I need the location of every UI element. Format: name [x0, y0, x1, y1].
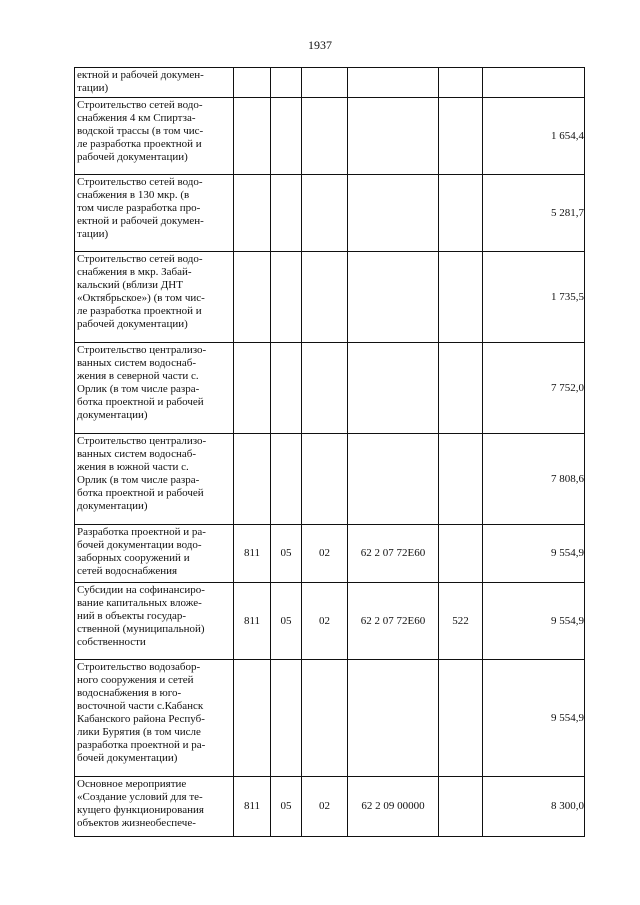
- section-code-cell: [271, 343, 302, 434]
- description-line: «Создание условий для те-: [77, 791, 203, 803]
- amount-cell: 1 735,5: [483, 252, 585, 343]
- description-line: Субсидии на софинансиро-: [77, 584, 205, 596]
- table-row: [75, 175, 585, 252]
- description-line: «Октябрьское») (в том чис-: [77, 292, 205, 304]
- description-line: Орлик (в том числе разра-: [77, 383, 200, 395]
- description-line: водоснабжения в юго-: [77, 687, 182, 699]
- description-line: ле разработка проектной и: [77, 305, 202, 317]
- description-line: том числе разработка про-: [77, 202, 201, 214]
- subsection-code-cell: [302, 68, 348, 98]
- table-row: [75, 434, 585, 525]
- description-line: снабжения в 130 мкр. (в: [77, 189, 190, 201]
- amount-cell: 9 554,9: [483, 583, 585, 660]
- description-line: снабжения 4 км Спиртза-: [77, 112, 196, 124]
- subsection-code-cell: 02: [302, 525, 348, 583]
- description-line: ний в объекты государ-: [77, 610, 187, 622]
- description-line: бочей документации): [77, 752, 178, 764]
- ministry-code-cell: 811: [234, 525, 271, 583]
- target-article-cell: [348, 98, 439, 175]
- table-row: [75, 583, 585, 660]
- description-line: сетей водоснабжения: [77, 565, 178, 577]
- description-line: вание капитальных вложе-: [77, 597, 202, 609]
- row-description: [75, 68, 234, 98]
- row-description: [75, 175, 234, 252]
- expense-type-cell: [439, 68, 483, 98]
- budget-table-body: [75, 68, 585, 837]
- description-line: жения в северной части с.: [77, 370, 199, 382]
- expense-type-cell: [439, 175, 483, 252]
- subsection-code-cell: [302, 343, 348, 434]
- description-line: тации): [77, 228, 109, 240]
- description-line: Строительство сетей водо-: [77, 99, 203, 111]
- expense-type-cell: [439, 98, 483, 175]
- section-code-cell: [271, 252, 302, 343]
- description-line: кальский (вблизи ДНТ: [77, 279, 183, 291]
- description-line: ботка проектной и рабочей: [77, 396, 204, 408]
- description-line: ственной (муниципальной): [77, 623, 205, 635]
- subsection-code-cell: [302, 660, 348, 777]
- description-line: тации): [77, 82, 109, 94]
- row-description: [75, 98, 234, 175]
- description-line: Орлик (в том числе разра-: [77, 474, 200, 486]
- description-line: Основное мероприятие: [77, 778, 187, 790]
- section-code-cell: [271, 434, 302, 525]
- section-code-cell: [271, 660, 302, 777]
- description-line: бочей документации водо-: [77, 539, 202, 551]
- description-line: ванных систем водоснаб-: [77, 357, 196, 369]
- section-code-cell: [271, 98, 302, 175]
- expense-type-cell: 522: [439, 583, 483, 660]
- row-description: [75, 434, 234, 525]
- description-line: ектной и рабочей докумен-: [77, 69, 204, 81]
- description-line: жения в южной части с.: [77, 461, 189, 473]
- section-code-cell: 05: [271, 583, 302, 660]
- subsection-code-cell: [302, 252, 348, 343]
- description-line: водской трассы (в том чис-: [77, 125, 204, 137]
- target-article-cell: [348, 68, 439, 98]
- amount-cell: 9 554,9: [483, 525, 585, 583]
- ministry-code-cell: 811: [234, 777, 271, 837]
- description-line: Строительство централизо-: [77, 344, 207, 356]
- description-line: ванных систем водоснаб-: [77, 448, 196, 460]
- description-line: Кабанского района Респуб-: [77, 713, 205, 725]
- row-description: [75, 777, 234, 837]
- description-line: собственности: [77, 636, 146, 648]
- row-description: [75, 583, 234, 660]
- description-line: документации): [77, 409, 148, 421]
- description-line: рабочей документации): [77, 151, 188, 163]
- row-description: [75, 660, 234, 777]
- row-description: [75, 525, 234, 583]
- subsection-code-cell: 02: [302, 777, 348, 837]
- amount-cell: 7 808,6: [483, 434, 585, 525]
- target-article-cell: [348, 343, 439, 434]
- amount-cell: [483, 68, 585, 98]
- target-article-cell: [348, 660, 439, 777]
- expense-type-cell: [439, 252, 483, 343]
- description-line: Строительство водозабор-: [77, 661, 201, 673]
- page-number: 1937: [308, 38, 332, 52]
- amount-cell: 5 281,7: [483, 175, 585, 252]
- amount-cell: 9 554,9: [483, 660, 585, 777]
- description-line: Строительство сетей водо-: [77, 176, 203, 188]
- description-line: Строительство централизо-: [77, 435, 207, 447]
- description-line: документации): [77, 500, 148, 512]
- expense-type-cell: [439, 777, 483, 837]
- description-line: лики Бурятия (в том числе: [77, 726, 201, 738]
- expense-type-cell: [439, 434, 483, 525]
- target-article-cell: 62 2 07 72Е60: [348, 583, 439, 660]
- description-line: рабочей документации): [77, 318, 188, 330]
- table-row: [75, 343, 585, 434]
- target-article-cell: [348, 434, 439, 525]
- table-row: [75, 98, 585, 175]
- table-row: [75, 777, 585, 837]
- description-line: ле разработка проектной и: [77, 138, 202, 150]
- section-code-cell: 05: [271, 777, 302, 837]
- amount-cell: 7 752,0: [483, 343, 585, 434]
- description-line: восточной части с.Кабанск: [77, 700, 204, 712]
- ministry-code-cell: [234, 343, 271, 434]
- description-line: разработка проектной и ра-: [77, 739, 206, 751]
- description-line: объектов жизнеобеспече-: [77, 817, 196, 829]
- amount-cell: 1 654,4: [483, 98, 585, 175]
- expense-type-cell: [439, 660, 483, 777]
- table-row: [75, 252, 585, 343]
- ministry-code-cell: [234, 252, 271, 343]
- subsection-code-cell: 02: [302, 583, 348, 660]
- section-code-cell: 05: [271, 525, 302, 583]
- description-line: ного сооружения и сетей: [77, 674, 194, 686]
- row-description: [75, 252, 234, 343]
- expense-type-cell: [439, 525, 483, 583]
- amount-cell: 8 300,0: [483, 777, 585, 837]
- description-line: ботка проектной и рабочей: [77, 487, 204, 499]
- ministry-code-cell: [234, 98, 271, 175]
- row-description: [75, 343, 234, 434]
- table-row: [75, 68, 585, 98]
- description-line: кущего функционирования: [77, 804, 204, 816]
- target-article-cell: 62 2 09 00000: [348, 777, 439, 837]
- ministry-code-cell: [234, 660, 271, 777]
- table-row: [75, 525, 585, 583]
- ministry-code-cell: [234, 175, 271, 252]
- ministry-code-cell: [234, 434, 271, 525]
- section-code-cell: [271, 68, 302, 98]
- target-article-cell: [348, 175, 439, 252]
- table-row: [75, 660, 585, 777]
- description-line: Разработка проектной и ра-: [77, 526, 206, 538]
- ministry-code-cell: 811: [234, 583, 271, 660]
- target-article-cell: [348, 252, 439, 343]
- budget-table: [74, 67, 585, 837]
- subsection-code-cell: [302, 98, 348, 175]
- description-line: снабжения в мкр. Забай-: [77, 266, 192, 278]
- target-article-cell: 62 2 07 72Е60: [348, 525, 439, 583]
- section-code-cell: [271, 175, 302, 252]
- description-line: Строительство сетей водо-: [77, 253, 203, 265]
- subsection-code-cell: [302, 175, 348, 252]
- description-line: ектной и рабочей докумен-: [77, 215, 204, 227]
- ministry-code-cell: [234, 68, 271, 98]
- expense-type-cell: [439, 343, 483, 434]
- subsection-code-cell: [302, 434, 348, 525]
- description-line: заборных сооружений и: [77, 552, 190, 564]
